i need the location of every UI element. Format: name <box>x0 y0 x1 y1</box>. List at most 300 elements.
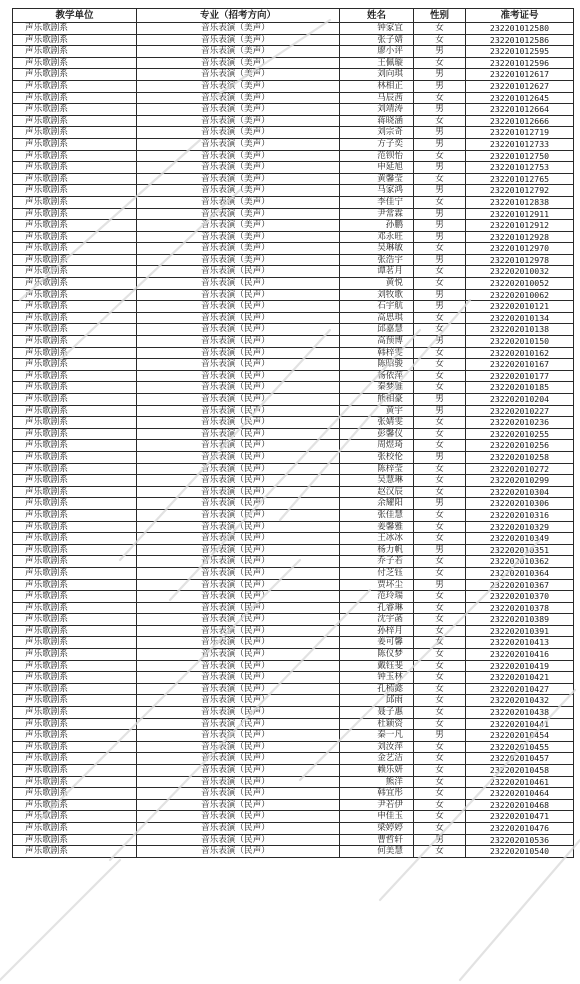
cell-exam-id: 232201012792 <box>466 185 574 197</box>
cell-name: 秦梦雅 <box>340 382 414 394</box>
cell-major: 音乐表演（民声） <box>137 579 340 591</box>
cell-name: 赖乐妍 <box>340 765 414 777</box>
cell-exam-id: 232202010351 <box>466 544 574 556</box>
table-row <box>13 486 574 498</box>
cell-major: 音乐表演（民声） <box>137 811 340 823</box>
cell-department: 声乐歌剧系 <box>13 591 137 603</box>
cell-name: 贾坏尘 <box>340 579 414 591</box>
cell-department: 声乐歌剧系 <box>13 220 137 232</box>
cell-major: 音乐表演（民声） <box>137 370 340 382</box>
table-row <box>13 637 574 649</box>
cell-gender: 女 <box>414 521 466 533</box>
table-row <box>13 417 574 429</box>
cell-department: 声乐歌剧系 <box>13 707 137 719</box>
cell-major: 音乐表演（民声） <box>137 822 340 834</box>
cell-exam-id: 232202010389 <box>466 614 574 626</box>
cell-name: 张子婧 <box>340 34 414 46</box>
cell-department: 声乐歌剧系 <box>13 533 137 545</box>
cell-exam-id: 232201012753 <box>466 162 574 174</box>
table-row <box>13 463 574 475</box>
cell-exam-id: 232202010185 <box>466 382 574 394</box>
cell-exam-id: 232202010134 <box>466 312 574 324</box>
cell-major: 音乐表演（民声） <box>137 347 340 359</box>
cell-exam-id: 232202010255 <box>466 428 574 440</box>
cell-exam-id: 232202010167 <box>466 359 574 371</box>
cell-exam-id: 232201012978 <box>466 254 574 266</box>
cell-gender: 男 <box>414 544 466 556</box>
cell-gender: 女 <box>414 846 466 858</box>
cell-department: 声乐歌剧系 <box>13 498 137 510</box>
table-row <box>13 649 574 661</box>
cell-major: 音乐表演（民声） <box>137 707 340 719</box>
cell-major: 音乐表演（民声） <box>137 567 340 579</box>
table-row <box>13 718 574 730</box>
cell-name: 孙梓月 <box>340 625 414 637</box>
cell-name: 王佩璇 <box>340 57 414 69</box>
cell-name: 张浩宇 <box>340 254 414 266</box>
cell-major: 音乐表演（美声） <box>137 69 340 81</box>
cell-exam-id: 232202010162 <box>466 347 574 359</box>
cell-gender: 男 <box>414 162 466 174</box>
cell-name: 钟家宜 <box>340 23 414 35</box>
cell-department: 声乐歌剧系 <box>13 509 137 521</box>
cell-name: 廖小评 <box>340 46 414 58</box>
cell-name: 杜颖资 <box>340 718 414 730</box>
table-row <box>13 220 574 232</box>
cell-department: 声乐歌剧系 <box>13 649 137 661</box>
cell-gender: 男 <box>414 220 466 232</box>
cell-exam-id: 232202010329 <box>466 521 574 533</box>
cell-major: 音乐表演（美声） <box>137 92 340 104</box>
cell-gender: 女 <box>414 533 466 545</box>
cell-gender: 女 <box>414 266 466 278</box>
table-row <box>13 162 574 174</box>
cell-exam-id: 232201012765 <box>466 173 574 185</box>
cell-department: 声乐歌剧系 <box>13 672 137 684</box>
cell-exam-id: 232202010536 <box>466 834 574 846</box>
cell-name: 邱雨 <box>340 695 414 707</box>
cell-gender: 女 <box>414 683 466 695</box>
cell-name: 吴慧琳 <box>340 475 414 487</box>
header-department: 教学单位 <box>13 9 137 23</box>
cell-name: 孙鹏 <box>340 220 414 232</box>
cell-major: 音乐表演（民声） <box>137 428 340 440</box>
table-row <box>13 556 574 568</box>
cell-exam-id: 232202010471 <box>466 811 574 823</box>
cell-major: 音乐表演（民声） <box>137 637 340 649</box>
cell-department: 声乐歌剧系 <box>13 104 137 116</box>
cell-name: 杨依萍 <box>340 370 414 382</box>
cell-department: 声乐歌剧系 <box>13 347 137 359</box>
cell-gender: 男 <box>414 451 466 463</box>
cell-department: 声乐歌剧系 <box>13 765 137 777</box>
cell-exam-id: 232202010421 <box>466 672 574 684</box>
cell-department: 声乐歌剧系 <box>13 69 137 81</box>
cell-exam-id: 232202010464 <box>466 788 574 800</box>
cell-major: 音乐表演（民声） <box>137 301 340 313</box>
cell-major: 音乐表演（民声） <box>137 278 340 290</box>
cell-name: 熊相豪 <box>340 394 414 406</box>
cell-gender: 女 <box>414 567 466 579</box>
cell-exam-id: 232202010256 <box>466 440 574 452</box>
cell-name: 尹常霖 <box>340 208 414 220</box>
cell-exam-id: 232201012617 <box>466 69 574 81</box>
cell-major: 音乐表演（民声） <box>137 683 340 695</box>
cell-name: 付芝钰 <box>340 567 414 579</box>
cell-gender: 女 <box>414 695 466 707</box>
cell-exam-id: 232202010032 <box>466 266 574 278</box>
cell-department: 声乐歌剧系 <box>13 602 137 614</box>
cell-department: 声乐歌剧系 <box>13 92 137 104</box>
cell-department: 声乐歌剧系 <box>13 150 137 162</box>
table-row <box>13 544 574 556</box>
table-row <box>13 625 574 637</box>
table-row <box>13 776 574 788</box>
cell-name: 申延旭 <box>340 162 414 174</box>
cell-name: 黄馨莹 <box>340 173 414 185</box>
cell-gender: 男 <box>414 730 466 742</box>
table-row <box>13 498 574 510</box>
cell-department: 声乐歌剧系 <box>13 301 137 313</box>
cell-department: 声乐歌剧系 <box>13 115 137 127</box>
cell-gender: 女 <box>414 417 466 429</box>
cell-name: 韩宜彤 <box>340 788 414 800</box>
cell-name: 姜可馨 <box>340 637 414 649</box>
cell-major: 音乐表演（民声） <box>137 475 340 487</box>
cell-gender: 男 <box>414 394 466 406</box>
table-row <box>13 92 574 104</box>
cell-name: 范玲瑞 <box>340 591 414 603</box>
table-row <box>13 799 574 811</box>
cell-gender: 女 <box>414 765 466 777</box>
table-row <box>13 834 574 846</box>
cell-major: 音乐表演（美声） <box>137 46 340 58</box>
table-header-row <box>13 9 574 23</box>
cell-major: 音乐表演（民声） <box>137 741 340 753</box>
cell-gender: 女 <box>414 382 466 394</box>
cell-department: 声乐歌剧系 <box>13 544 137 556</box>
cell-gender: 女 <box>414 799 466 811</box>
cell-name: 李佳宁 <box>340 196 414 208</box>
table-row <box>13 208 574 220</box>
cell-department: 声乐歌剧系 <box>13 451 137 463</box>
cell-department: 声乐歌剧系 <box>13 463 137 475</box>
cell-exam-id: 232202010349 <box>466 533 574 545</box>
cell-exam-id: 232202010370 <box>466 591 574 603</box>
cell-gender: 男 <box>414 138 466 150</box>
cell-name: 黄宇 <box>340 405 414 417</box>
cell-department: 声乐歌剧系 <box>13 80 137 92</box>
cell-exam-id: 232202010062 <box>466 289 574 301</box>
cell-department: 声乐歌剧系 <box>13 23 137 35</box>
cell-major: 音乐表演（民声） <box>137 521 340 533</box>
cell-name: 黄悦 <box>340 278 414 290</box>
cell-department: 声乐歌剧系 <box>13 567 137 579</box>
table-row <box>13 301 574 313</box>
cell-gender: 男 <box>414 405 466 417</box>
table-row <box>13 254 574 266</box>
cell-name: 杨力帆 <box>340 544 414 556</box>
cell-gender: 女 <box>414 359 466 371</box>
cell-department: 声乐歌剧系 <box>13 34 137 46</box>
cell-gender: 女 <box>414 278 466 290</box>
cell-department: 声乐歌剧系 <box>13 695 137 707</box>
cell-name: 张佳慧 <box>340 509 414 521</box>
cell-department: 声乐歌剧系 <box>13 776 137 788</box>
cell-name: 陈梓莹 <box>340 463 414 475</box>
cell-exam-id: 232202010458 <box>466 765 574 777</box>
cell-exam-id: 232202010540 <box>466 846 574 858</box>
cell-name: 石宇航 <box>340 301 414 313</box>
cell-name: 方子奕 <box>340 138 414 150</box>
cell-exam-id: 232202010432 <box>466 695 574 707</box>
cell-major: 音乐表演（美声） <box>137 23 340 35</box>
cell-gender: 男 <box>414 80 466 92</box>
cell-major: 音乐表演（民声） <box>137 730 340 742</box>
cell-department: 声乐歌剧系 <box>13 730 137 742</box>
watermark-stroke <box>460 840 580 980</box>
cell-major: 音乐表演（美声） <box>137 150 340 162</box>
table-row <box>13 336 574 348</box>
table-row <box>13 660 574 672</box>
cell-exam-id: 232201012750 <box>466 150 574 162</box>
cell-gender: 女 <box>414 428 466 440</box>
cell-name: 赵汉辰 <box>340 486 414 498</box>
cell-exam-id: 232201012912 <box>466 220 574 232</box>
cell-gender: 男 <box>414 185 466 197</box>
cell-department: 声乐歌剧系 <box>13 660 137 672</box>
cell-major: 音乐表演（美声） <box>137 127 340 139</box>
cell-gender: 女 <box>414 440 466 452</box>
cell-gender: 女 <box>414 811 466 823</box>
cell-gender: 男 <box>414 127 466 139</box>
cell-exam-id: 232202010316 <box>466 509 574 521</box>
cell-major: 音乐表演（民声） <box>137 509 340 521</box>
cell-major: 音乐表演（民声） <box>137 602 340 614</box>
cell-department: 声乐歌剧系 <box>13 625 137 637</box>
cell-major: 音乐表演（民声） <box>137 788 340 800</box>
cell-name: 戴钰斐 <box>340 660 414 672</box>
cell-major: 音乐表演（民声） <box>137 266 340 278</box>
cell-gender: 女 <box>414 776 466 788</box>
cell-major: 音乐表演（民声） <box>137 289 340 301</box>
cell-major: 音乐表演（美声） <box>137 243 340 255</box>
table-row <box>13 451 574 463</box>
cell-major: 音乐表演（民声） <box>137 695 340 707</box>
cell-gender: 男 <box>414 46 466 58</box>
table-row <box>13 602 574 614</box>
cell-gender: 男 <box>414 834 466 846</box>
cell-major: 音乐表演（美声） <box>137 254 340 266</box>
table-row <box>13 57 574 69</box>
table-row <box>13 231 574 243</box>
cell-department: 声乐歌剧系 <box>13 196 137 208</box>
admission-list-table <box>12 8 574 858</box>
cell-exam-id: 232201012928 <box>466 231 574 243</box>
table-row <box>13 34 574 46</box>
cell-major: 音乐表演（民声） <box>137 765 340 777</box>
cell-gender: 女 <box>414 509 466 521</box>
cell-name: 马辰茜 <box>340 92 414 104</box>
cell-department: 声乐歌剧系 <box>13 417 137 429</box>
cell-exam-id: 232202010272 <box>466 463 574 475</box>
table-row <box>13 370 574 382</box>
cell-gender: 女 <box>414 672 466 684</box>
cell-gender: 男 <box>414 301 466 313</box>
cell-major: 音乐表演（民声） <box>137 846 340 858</box>
cell-exam-id: 232201012970 <box>466 243 574 255</box>
cell-name: 高思琪 <box>340 312 414 324</box>
cell-major: 音乐表演（民声） <box>137 776 340 788</box>
cell-department: 声乐歌剧系 <box>13 741 137 753</box>
cell-department: 声乐歌剧系 <box>13 834 137 846</box>
cell-gender: 女 <box>414 463 466 475</box>
cell-name: 钟玉林 <box>340 672 414 684</box>
cell-gender: 女 <box>414 753 466 765</box>
cell-gender: 女 <box>414 660 466 672</box>
cell-department: 声乐歌剧系 <box>13 370 137 382</box>
cell-gender: 女 <box>414 347 466 359</box>
cell-major: 音乐表演（民声） <box>137 463 340 475</box>
table-row <box>13 138 574 150</box>
cell-gender: 女 <box>414 707 466 719</box>
cell-exam-id: 232202010150 <box>466 336 574 348</box>
cell-exam-id: 232202010455 <box>466 741 574 753</box>
cell-major: 音乐表演（民声） <box>137 451 340 463</box>
table-row <box>13 741 574 753</box>
table-row <box>13 509 574 521</box>
cell-gender: 女 <box>414 57 466 69</box>
table-row <box>13 289 574 301</box>
cell-name: 韩梓雯 <box>340 347 414 359</box>
table-row <box>13 278 574 290</box>
cell-major: 音乐表演（美声） <box>137 57 340 69</box>
table-row <box>13 440 574 452</box>
table-row <box>13 394 574 406</box>
cell-name: 陈仪梦 <box>340 649 414 661</box>
cell-gender: 女 <box>414 741 466 753</box>
table-row <box>13 312 574 324</box>
cell-major: 音乐表演（民声） <box>137 417 340 429</box>
cell-exam-id: 232202010378 <box>466 602 574 614</box>
table-row <box>13 127 574 139</box>
table-row <box>13 185 574 197</box>
cell-gender: 女 <box>414 475 466 487</box>
cell-department: 声乐歌剧系 <box>13 788 137 800</box>
cell-exam-id: 232201012733 <box>466 138 574 150</box>
cell-exam-id: 232201012586 <box>466 34 574 46</box>
cell-name: 刘靖涛 <box>340 104 414 116</box>
cell-name: 林相正 <box>340 80 414 92</box>
cell-exam-id: 232201012838 <box>466 196 574 208</box>
cell-exam-id: 232202010419 <box>466 660 574 672</box>
cell-exam-id: 232202010461 <box>466 776 574 788</box>
cell-major: 音乐表演（民声） <box>137 660 340 672</box>
cell-exam-id: 232202010468 <box>466 799 574 811</box>
cell-major: 音乐表演（美声） <box>137 138 340 150</box>
cell-department: 声乐歌剧系 <box>13 614 137 626</box>
table-row <box>13 382 574 394</box>
cell-major: 音乐表演（民声） <box>137 312 340 324</box>
cell-gender: 男 <box>414 289 466 301</box>
cell-major: 音乐表演（民声） <box>137 799 340 811</box>
cell-department: 声乐歌剧系 <box>13 846 137 858</box>
cell-name: 孔楠懿 <box>340 683 414 695</box>
cell-gender: 男 <box>414 254 466 266</box>
cell-exam-id: 232201012596 <box>466 57 574 69</box>
table-row <box>13 475 574 487</box>
cell-gender: 男 <box>414 498 466 510</box>
table-row <box>13 173 574 185</box>
cell-major: 音乐表演（民声） <box>137 718 340 730</box>
cell-department: 声乐歌剧系 <box>13 799 137 811</box>
cell-exam-id: 232202010177 <box>466 370 574 382</box>
cell-major: 音乐表演（民声） <box>137 625 340 637</box>
cell-major: 音乐表演（民声） <box>137 672 340 684</box>
cell-gender: 女 <box>414 649 466 661</box>
cell-department: 声乐歌剧系 <box>13 440 137 452</box>
table-row <box>13 46 574 58</box>
cell-department: 声乐歌剧系 <box>13 46 137 58</box>
cell-major: 音乐表演（民声） <box>137 405 340 417</box>
cell-name: 熊洋 <box>340 776 414 788</box>
cell-major: 音乐表演（民声） <box>137 336 340 348</box>
cell-department: 声乐歌剧系 <box>13 138 137 150</box>
cell-department: 声乐歌剧系 <box>13 266 137 278</box>
cell-name: 范钡怡 <box>340 150 414 162</box>
header-name: 姓名 <box>340 9 414 23</box>
cell-name: 金艺洁 <box>340 753 414 765</box>
cell-department: 声乐歌剧系 <box>13 811 137 823</box>
cell-gender: 女 <box>414 602 466 614</box>
table-row <box>13 683 574 695</box>
cell-major: 音乐表演（民声） <box>137 486 340 498</box>
cell-major: 音乐表演（民声） <box>137 753 340 765</box>
cell-major: 音乐表演（民声） <box>137 533 340 545</box>
cell-name: 聂子惠 <box>340 707 414 719</box>
cell-major: 音乐表演（美声） <box>137 80 340 92</box>
table-row <box>13 695 574 707</box>
cell-department: 声乐歌剧系 <box>13 753 137 765</box>
table-row <box>13 196 574 208</box>
cell-department: 声乐歌剧系 <box>13 208 137 220</box>
cell-name: 余耀阳 <box>340 498 414 510</box>
cell-gender: 女 <box>414 150 466 162</box>
cell-name: 申佳玉 <box>340 811 414 823</box>
cell-department: 声乐歌剧系 <box>13 405 137 417</box>
table-body <box>13 23 574 858</box>
table-row <box>13 324 574 336</box>
cell-major: 音乐表演（美声） <box>137 162 340 174</box>
cell-exam-id: 232202010052 <box>466 278 574 290</box>
table-row <box>13 347 574 359</box>
cell-gender: 男 <box>414 69 466 81</box>
cell-exam-id: 232201012719 <box>466 127 574 139</box>
cell-name: 高预博 <box>340 336 414 348</box>
cell-gender: 女 <box>414 788 466 800</box>
table-row <box>13 846 574 858</box>
header-major: 专业（招考方向） <box>137 9 340 23</box>
cell-exam-id: 232202010476 <box>466 822 574 834</box>
cell-department: 声乐歌剧系 <box>13 336 137 348</box>
cell-major: 音乐表演（美声） <box>137 104 340 116</box>
cell-name: 陈昭骏 <box>340 359 414 371</box>
cell-name: 邓永旺 <box>340 231 414 243</box>
cell-exam-id: 232202010416 <box>466 649 574 661</box>
cell-gender: 男 <box>414 579 466 591</box>
cell-department: 声乐歌剧系 <box>13 57 137 69</box>
table-row <box>13 266 574 278</box>
